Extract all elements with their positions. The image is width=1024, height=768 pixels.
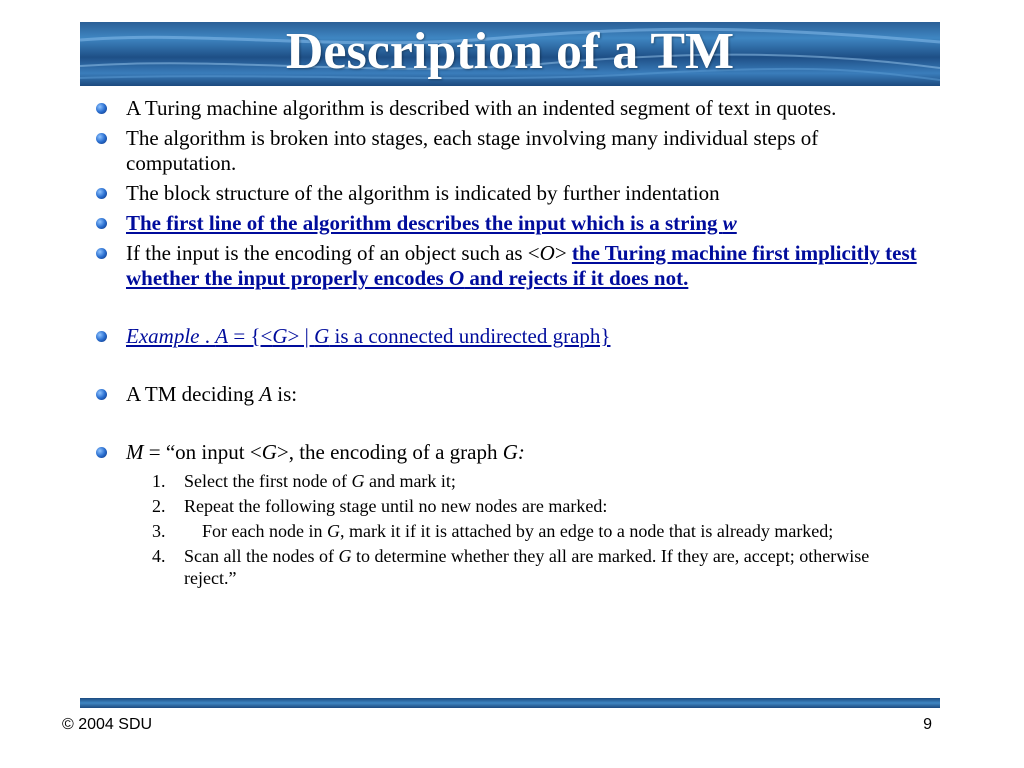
bullet-text: A TM deciding A is: xyxy=(126,382,298,406)
slide-title: Description of a TM xyxy=(285,23,735,80)
bullet-text: A Turing machine algorithm is described with an indented segment of text in quotes. xyxy=(126,96,837,120)
bullet-item xyxy=(96,324,926,349)
bullet-text: The algorithm is broken into stages, each stage involving many individual steps of computation. xyxy=(126,126,819,175)
bullet-text: M = “on input <G>, the encoding of a graph G: xyxy=(126,440,525,464)
bullet-icon xyxy=(96,133,107,144)
bullet-icon xyxy=(96,248,107,259)
bullet-item xyxy=(96,126,926,176)
algorithm-steps xyxy=(152,470,926,589)
footer-divider xyxy=(80,698,940,708)
spacer xyxy=(96,412,926,440)
example-link[interactable]: Example . A = {<G> | G is a connected undirected graph} xyxy=(126,324,611,348)
encoding-check-link[interactable]: the Turing machine first implicitly test whether the input properly encodes O and rejects if it does not. xyxy=(126,241,917,290)
algorithm-step xyxy=(152,495,926,517)
bullet-icon xyxy=(96,331,107,342)
bullet-item xyxy=(96,382,926,407)
bullet-item xyxy=(96,241,926,291)
step-number: 2. xyxy=(152,496,166,516)
algorithm-step xyxy=(152,545,926,589)
copyright-text: © 2004 SDU xyxy=(62,716,153,733)
algorithm-step xyxy=(152,520,926,542)
bullet-item xyxy=(96,181,926,206)
algorithm-step xyxy=(152,470,926,492)
step-number: 1. xyxy=(152,471,166,491)
spacer xyxy=(96,296,926,324)
step-number: 3. xyxy=(152,521,166,541)
step-text: Scan all the nodes of G to determine whether they all are marked. If they are, accept; otherwise reject.” xyxy=(184,546,870,588)
page-number: 9 xyxy=(923,716,932,733)
step-text: Repeat the following stage until no new nodes are marked: xyxy=(184,496,608,516)
input-description-link[interactable]: The first line of the algorithm describes the input which is a string w xyxy=(126,211,737,235)
step-text: For each node in G, mark it if it is attached by an edge to a node that is already marked; xyxy=(184,521,834,541)
step-number: 4. xyxy=(152,546,166,566)
bullet-item xyxy=(96,440,926,465)
bullet-icon xyxy=(96,103,107,114)
slide-content xyxy=(96,96,926,592)
bullet-icon xyxy=(96,218,107,229)
bullet-icon xyxy=(96,389,107,400)
bullet-text: If the input is the encoding of an object such as <O> xyxy=(126,241,572,265)
bullet-icon xyxy=(96,447,107,458)
bullet-text: The block structure of the algorithm is indicated by further indentation xyxy=(126,181,720,205)
bullet-item xyxy=(96,211,926,236)
step-text: Select the first node of G and mark it; xyxy=(184,471,456,491)
bullet-item xyxy=(96,96,926,121)
title-banner xyxy=(80,22,940,86)
spacer xyxy=(96,354,926,382)
bullet-icon xyxy=(96,188,107,199)
